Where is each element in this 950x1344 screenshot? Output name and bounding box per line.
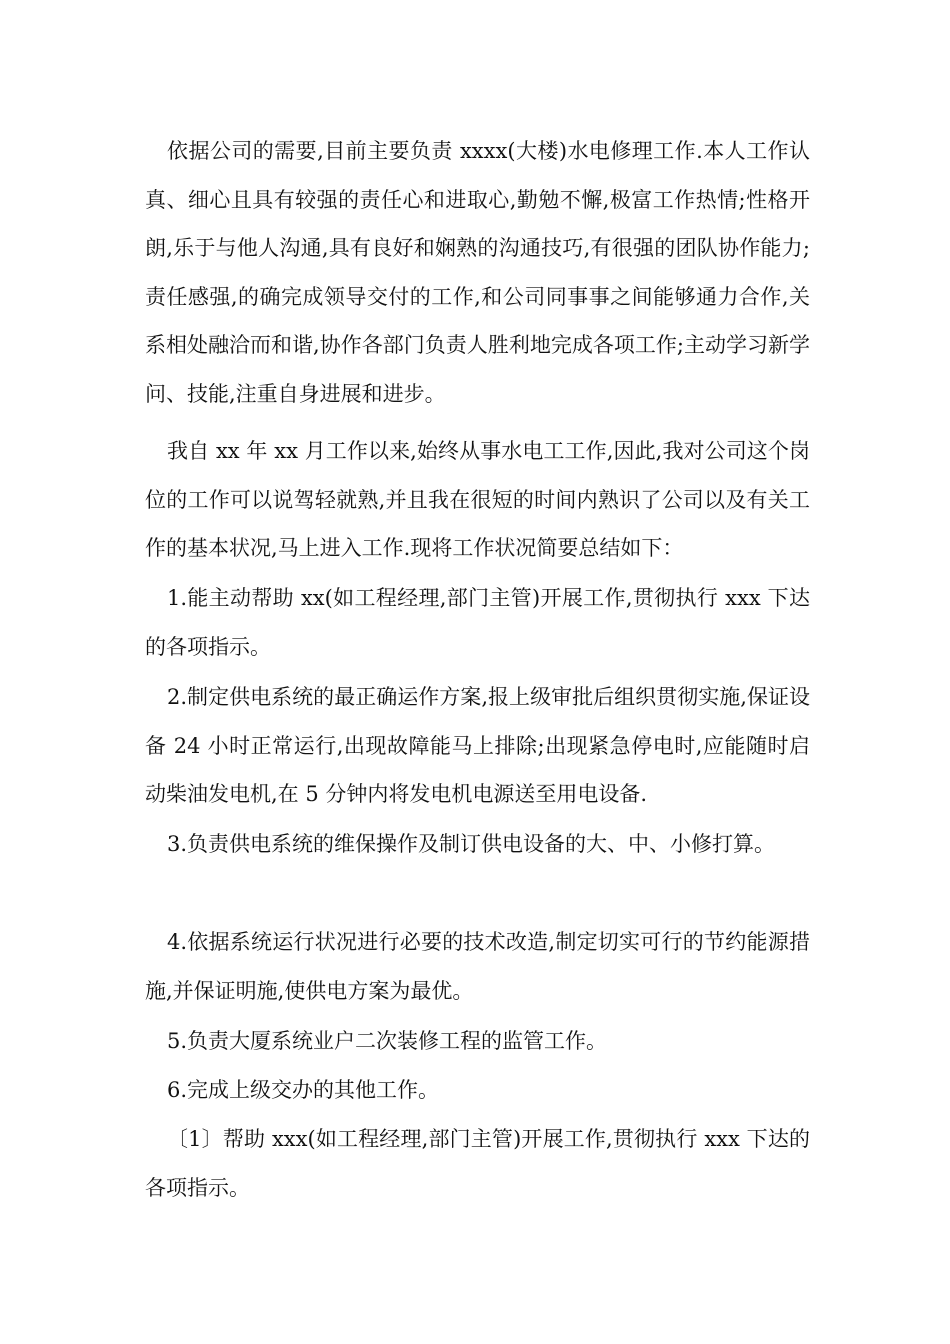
- list-item-3: 3.负责供电系统的维保操作及制订供电设备的大、中、小修打算。: [167, 832, 776, 856]
- paragraph-intro: 依据公司的需要,目前主要负责 xxxx(大楼)水电修理工作.本人工作认真、细心且具有较强的责任心和进取心,勤勉不懈,极富工作热情;性格开朗,乐于与他人沟通,具有良好和娴熟的沟通技巧,有很强的团队协作能力;责任感强,的确完成领导交付的工作,和公司同事事之间能够通力合作,关系相处融洽而和谐,协作各部门负责人胜利地完成各项工作;主动学习新学问、技能,注重自身进展和进步。: [145, 139, 810, 406]
- list-item-6: 6.完成上级交办的其他工作。: [167, 1078, 440, 1102]
- list-item-2: 2.制定供电系统的最正确运作方案,报上级审批后组织贯彻实施,保证设备 24 小时正常运行,出现故障能马上排除;出现紧急停电时,应能随时启动柴油发电机,在 5 分钟内将发电机电源送至用电设备.: [145, 685, 810, 806]
- sub-item-1: 〔1〕帮助 xxx(如工程经理,部门主管)开展工作,贯彻执行 xxx 下达的各项指示。: [145, 1127, 810, 1200]
- list-item-5: 5.负责大厦系统业户二次装修工程的监管工作。: [167, 1029, 608, 1053]
- list-item-4: 4.依据系统运行状况进行必要的技术改造,制定切实可行的节约能源措施,并保证明施,使供电方案为最优。: [145, 930, 810, 1003]
- paragraph-summary: 我自 xx 年 xx 月工作以来,始终从事水电工工作,因此,我对公司这个岗位的工作可以说驾轻就熟,并且我在很短的时间内熟识了公司以及有关工作的基本状况,马上进入工作.现将工作状况简要总结如下：: [145, 439, 810, 560]
- list-item-1: 1.能主动帮助 xx(如工程经理,部门主管)开展工作,贯彻执行 xxx 下达的各项指示。: [145, 586, 810, 659]
